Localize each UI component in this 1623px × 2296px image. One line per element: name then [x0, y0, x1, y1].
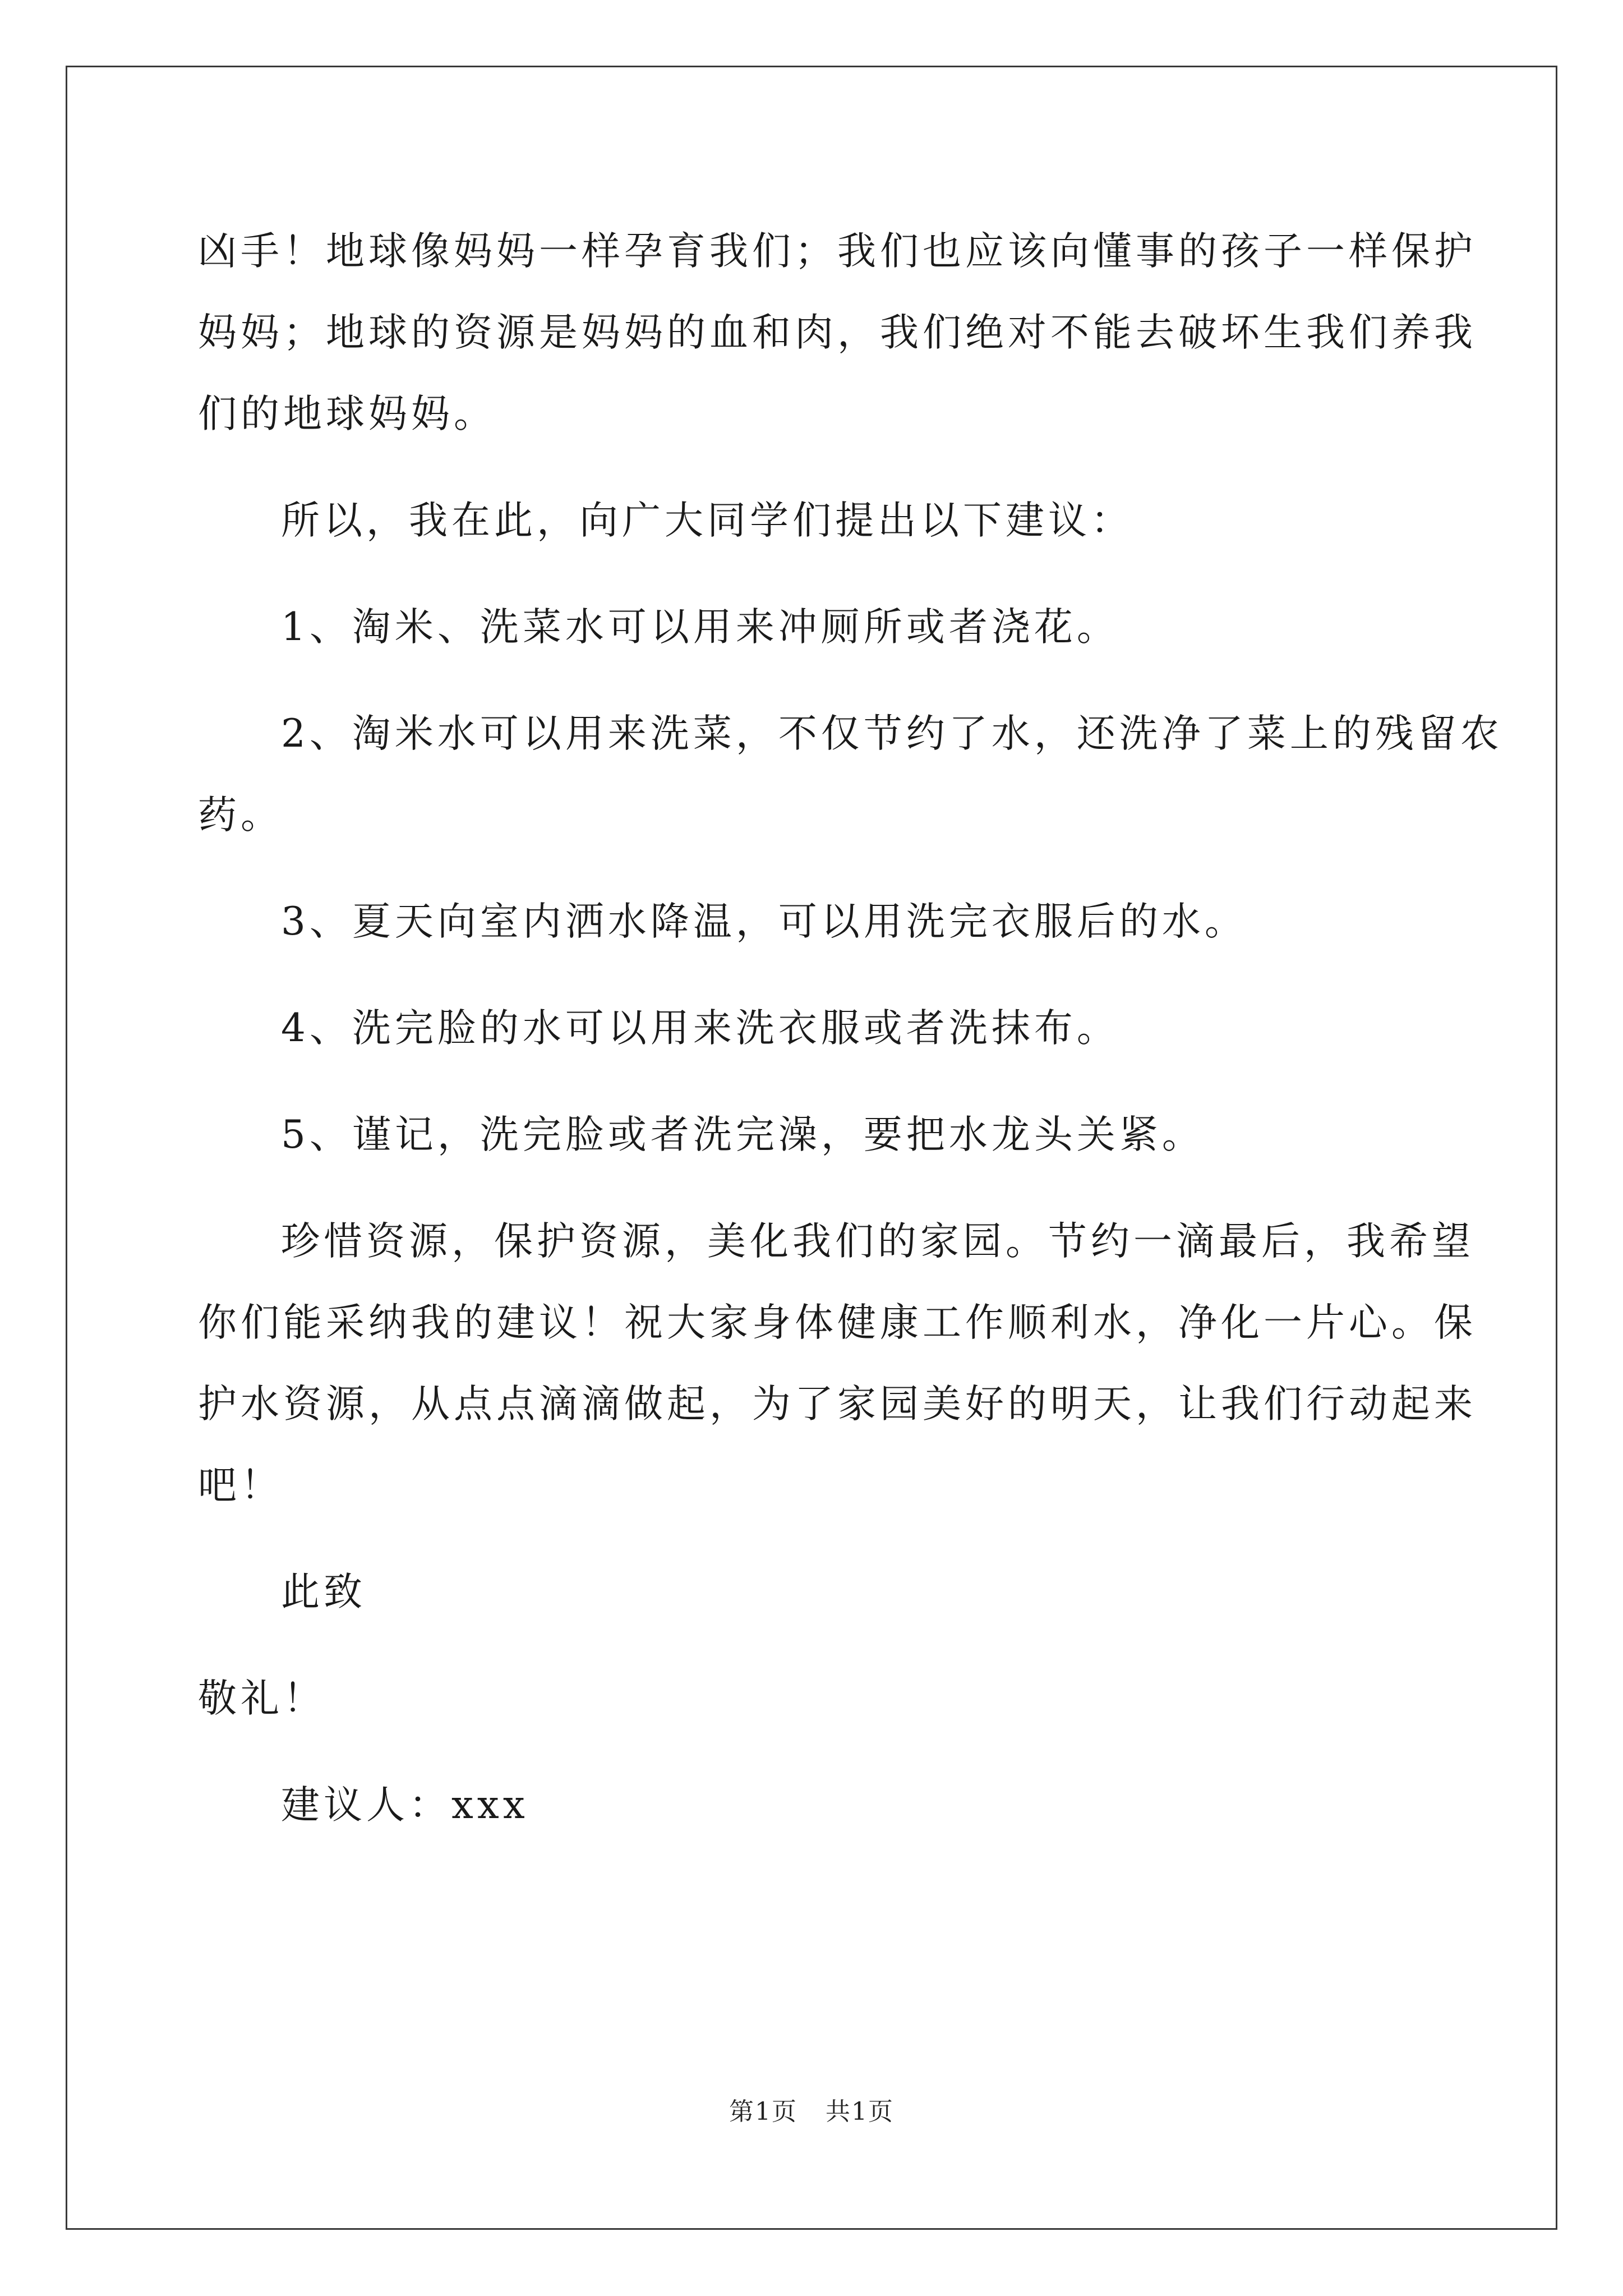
paragraph-intro-continuation	[198, 211, 1477, 455]
text-line: 们的地球妈妈。	[198, 392, 496, 436]
text-line: 吧！	[198, 1463, 283, 1508]
text-line: 护水资源，从点点滴滴做起，为了家园美好的明天，让我们行动起来	[198, 1382, 1477, 1427]
text-line: 3、夏天向室内洒水降温，可以用洗完衣服后的水。	[281, 899, 1247, 944]
text-line: 珍惜资源，保护资源，美化我们的家园。节约一滴最后，我希望	[281, 1219, 1474, 1264]
text-line: 2、淘米水可以用来洗菜，不仅节约了水，还洗净了菜上的残留农	[281, 711, 1503, 756]
text-line: 妈妈；地球的资源是妈妈的血和肉，我们绝对不能去破坏生我们养我	[198, 310, 1477, 355]
text-line: 1、淘米、洗菜水可以用来冲厕所或者浇花。	[281, 605, 1119, 650]
page-footer	[0, 2091, 1623, 2127]
signature-line	[198, 1765, 1426, 1846]
text-line: 4、洗完脸的水可以用来洗衣服或者洗抹布。	[281, 1006, 1119, 1051]
text-line: 敬礼！	[198, 1676, 326, 1721]
suggestion-item-2	[198, 693, 1503, 775]
letter-body	[198, 211, 1503, 1846]
text-line: 建议人：xxx	[281, 1783, 529, 1828]
text-line: 药。	[198, 793, 283, 838]
page-number-current: 第1页	[729, 2097, 797, 2126]
paragraph-conclusion-wrap	[198, 1282, 1477, 1526]
suggestion-item-3	[198, 881, 1426, 963]
text-line: 5、谨记，洗完脸或者洗完澡，要把水龙头关紧。	[281, 1112, 1205, 1157]
text-line: 你们能采纳我的建议！祝大家身体健康工作顺利水，净化一片心。保	[198, 1300, 1477, 1345]
paragraph-proposal-intro	[198, 480, 1426, 562]
closing-phrase	[198, 1552, 1426, 1633]
paragraph-conclusion	[198, 1201, 1474, 1282]
suggestion-item-5	[198, 1094, 1426, 1176]
text-line: 所以，我在此，向广大同学们提出以下建议：	[281, 498, 1133, 543]
salutation	[198, 1658, 1426, 1740]
text-line: 此致	[281, 1570, 366, 1614]
page-number-total: 共1页	[826, 2097, 894, 2126]
text-line: 凶手！地球像妈妈一样孕育我们；我们也应该向懂事的孩子一样保护	[198, 229, 1477, 274]
suggestion-item-2-wrap	[198, 775, 1426, 856]
suggestion-item-4	[198, 988, 1426, 1069]
suggestion-item-1	[198, 587, 1426, 668]
